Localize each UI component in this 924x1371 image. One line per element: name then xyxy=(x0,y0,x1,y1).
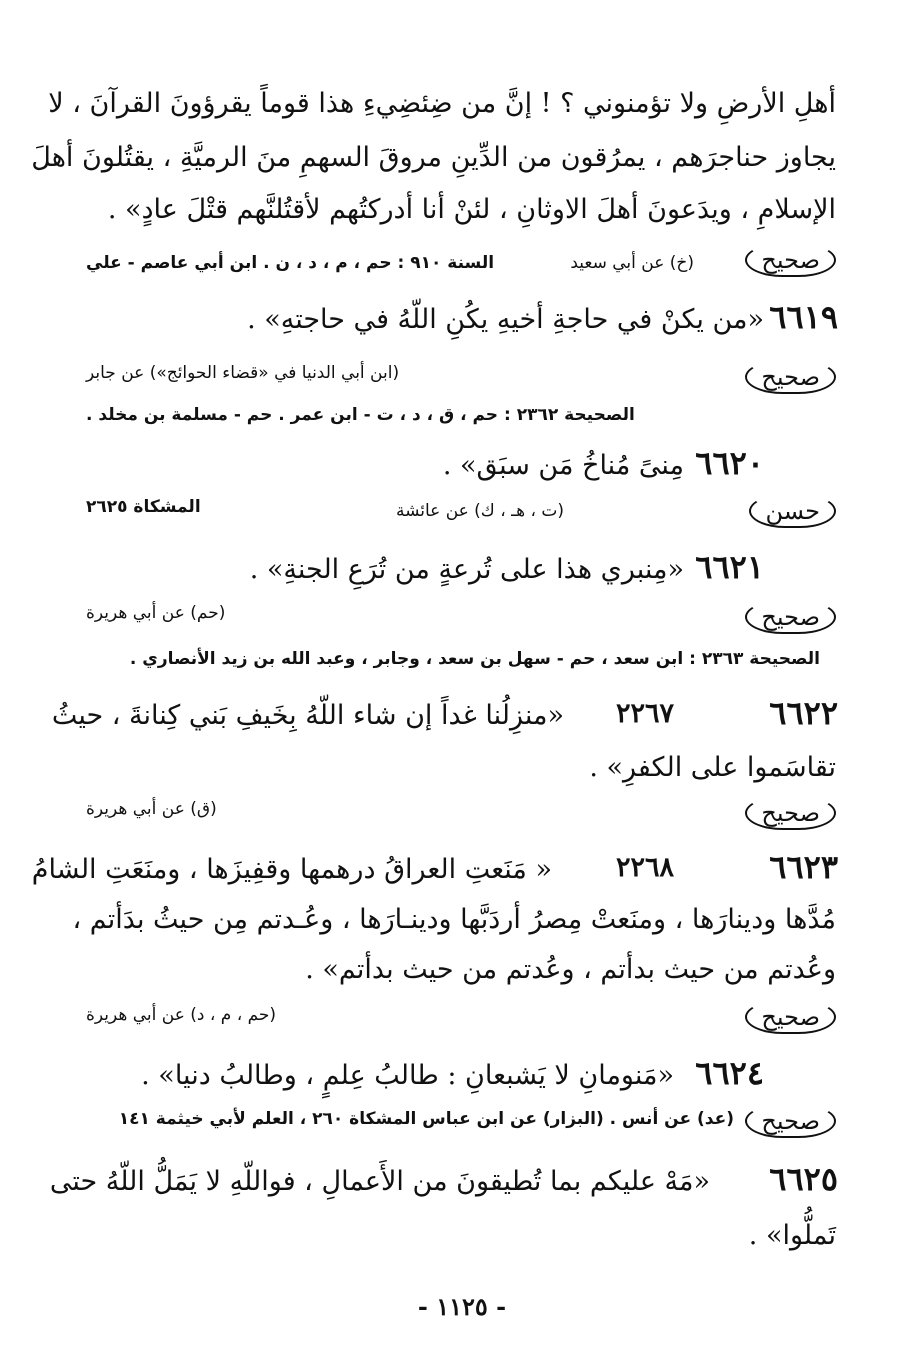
source-text: (عد) عن أنس . (البزار) عن ابن عباس المشكاة ٢٦٠ ، العلم لأبي خيثمة ١٤١ xyxy=(118,1109,734,1129)
grade-line xyxy=(745,360,836,394)
hadith-number: ٦٦٢٠ xyxy=(695,444,764,482)
grade-badge: صحيح xyxy=(745,1104,836,1138)
grade-badge: صحيح xyxy=(745,243,836,277)
hadith-text-continuation: تقاسَموا على الكفرِ» . xyxy=(589,752,836,783)
source-text: (ابن أبي الدنيا في «قضاء الحوائج») عن جابر xyxy=(86,363,400,383)
text-line-continuation-3: الإسلامِ ، ويدَعونَ أهلَ الاوثانِ ، لئنْ أنا أدركتُهم لأقتُلنَّهم قتْلَ عادٍ» . xyxy=(107,194,836,225)
hadith-number: ٦٦٢٢ xyxy=(769,694,838,732)
grade-line xyxy=(745,600,836,634)
hadith-text: «منزِلُنا غداً إن شاء اللّهُ بِخَيفِ بَني كِنانةَ ، حيثُ xyxy=(51,700,564,731)
hadith-text: «مَهْ عليكم بما تُطيقونَ من الأَعمالِ ، فواللّهِ لا يَمَلُّ اللّهُ حتى xyxy=(49,1166,710,1197)
reference-text: الصحيحة ٢٣٦٢ : حم ، ق ، د ، ت - ابن عمر . حم - مسلمة بن مخلد . xyxy=(86,405,635,425)
grade-line xyxy=(745,1000,836,1034)
grade-line xyxy=(745,796,836,830)
source-text: (حم ، م ، د) عن أبي هريرة xyxy=(86,1005,277,1025)
hadith-text: مِنىً مُناخُ مَن سبَق» . xyxy=(442,450,684,481)
source-text: (خ) عن أبي سعيد xyxy=(570,253,694,273)
hadith-number: ٦٦٢٥ xyxy=(769,1160,838,1198)
hadith-number: ٦٦٢٣ xyxy=(769,848,838,886)
hadith-text-continuation: مُدَّها ودينارَها ، ومنَعتْ مِصرُ أردَبَّها ودينـارَها ، وعُـدتم مِن حيثُ بدَأتم ، xyxy=(72,904,836,935)
source-text: (حم) عن أبي هريرة xyxy=(86,603,226,623)
page-number: - ١١٢٥ - xyxy=(417,1292,507,1321)
hadith-text-continuation: وعُدتم من حيث بدأتم ، وعُدتم من حيث بدأتم» . xyxy=(305,954,836,985)
grade-line xyxy=(745,243,836,277)
grade-badge: صحيح xyxy=(745,796,836,830)
hadith-number: ٦٦٢١ xyxy=(695,548,764,586)
text-line-continuation-1: أهلِ الأرضِ ولا تؤمنوني ؟ ! إنَّ من ضِئضِيءِ هذا قوماً يقرؤونَ القرآنَ ، لا xyxy=(48,88,836,119)
grade-badge: صحيح xyxy=(745,600,836,634)
hadith-text: «مَنومانِ لا يَشبعانِ : طالبُ عِلمٍ ، وطالبُ دنيا» . xyxy=(141,1060,674,1091)
grade-badge: صحيح xyxy=(745,360,836,394)
source-text: (ت ، هـ ، ك) عن عائشة xyxy=(395,501,564,521)
hadith-text: «مِنبري هذا على تُرعةٍ من تُرَعِ الجنةِ» . xyxy=(249,554,684,585)
grade-line xyxy=(745,1104,836,1138)
grade-badge: صحيح xyxy=(745,1000,836,1034)
hadith-text: « مَنَعتِ العراقُ درهمها وقفِيزَها ، ومنَعَتِ الشامُ xyxy=(31,854,552,885)
reference-text: السنة ٩١٠ : حم ، م ، د ، ن . ابن أبي عاصم - علي xyxy=(86,253,495,273)
grade-line xyxy=(749,494,836,528)
hadith-alt-number: ٢٢٦٨ xyxy=(615,852,674,883)
reference-text: الصحيحة ٢٣٦٣ : ابن سعد ، حم - سهل بن سعد ، وجابر ، وعبد الله بن زيد الأنصاري . xyxy=(129,649,820,669)
grade-badge: حسن xyxy=(749,494,836,528)
hadith-number: ٦٦١٩ xyxy=(769,298,838,336)
hadith-alt-number: ٢٢٦٧ xyxy=(615,698,674,729)
source-text: (ق) عن أبي هريرة xyxy=(86,799,217,819)
reference-text: المشكاة ٢٦٢٥ xyxy=(86,497,201,517)
hadith-number: ٦٦٢٤ xyxy=(695,1054,764,1092)
text-line-continuation-2: يجاوز حناجرَهم ، يمرُقون من الدِّينِ مروقَ السهمِ منَ الرميَّةِ ، يقتُلونَ أهلَ xyxy=(31,142,836,173)
hadith-text: «من يكنْ في حاجةِ أخيهِ يكُنِ اللّهُ في حاجتهِ» . xyxy=(247,304,764,335)
hadith-text-continuation: تَملُّوا» . xyxy=(748,1220,836,1251)
